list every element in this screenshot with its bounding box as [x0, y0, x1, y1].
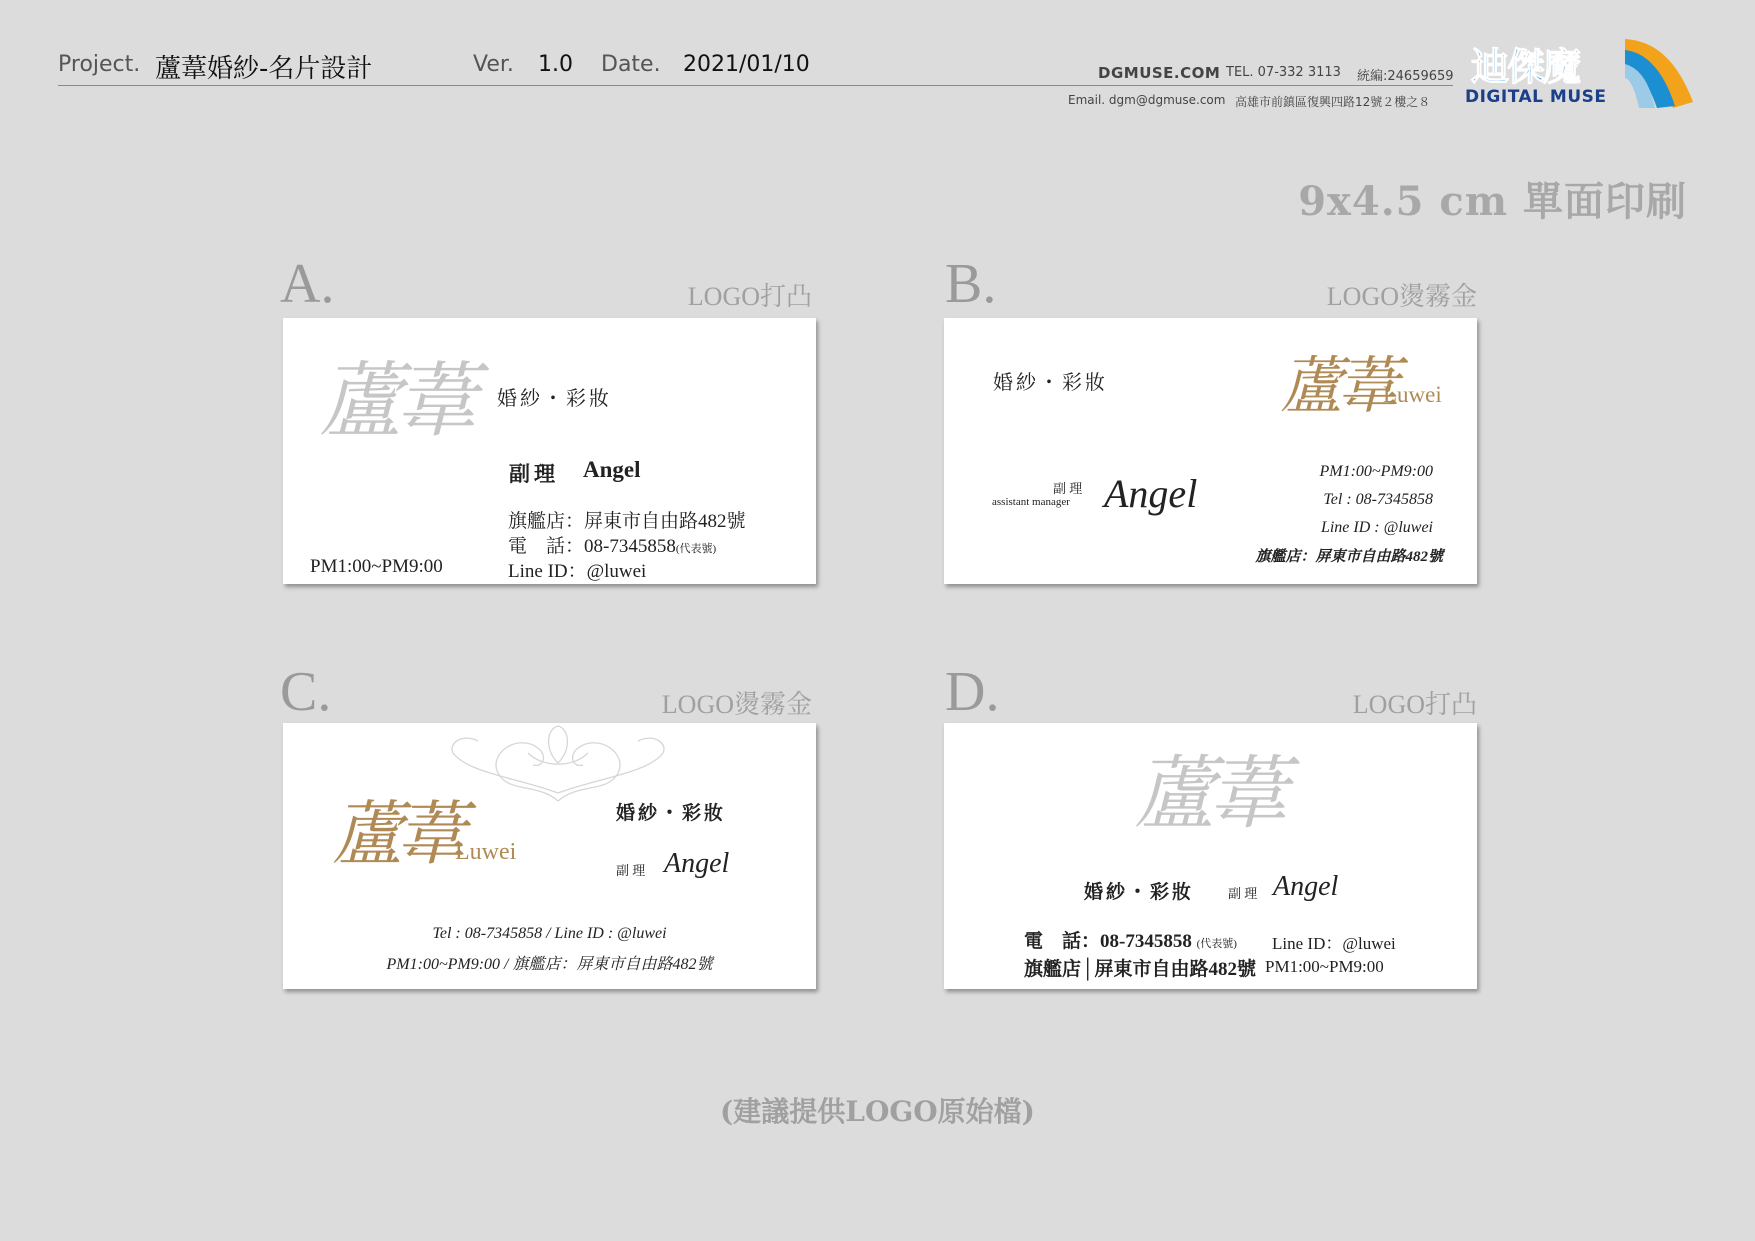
card-d-service: 婚紗・彩妝 — [1084, 882, 1195, 903]
ornament-icon — [448, 723, 668, 807]
card-b-title-en: assistant manager — [992, 496, 1070, 508]
project-label: Project. — [58, 52, 141, 77]
card-d-line: Line ID：@luwei — [1272, 934, 1396, 953]
card-c-logo: 蘆葦 — [332, 797, 460, 874]
card-b-store: 旗艦店：屏東市自由路482號 — [1255, 549, 1443, 565]
card-c-brand-en: Luwei — [455, 839, 517, 865]
version-label: Ver. — [473, 52, 514, 77]
card-b-hours: PM1:00~PM9:00 — [1319, 463, 1433, 480]
card-d-phone-row: 電 話：08-7345858 (代表號) — [1024, 931, 1237, 952]
company-logo — [1465, 36, 1695, 112]
card-b-title: 副 理 — [1053, 481, 1083, 496]
card-c-contact-line1: Tel : 08-7345858 / Line ID : @luwei — [432, 925, 667, 942]
option-a-finish: LOGO打凸 — [687, 282, 812, 311]
header-divider — [58, 85, 1453, 86]
card-d-hours: PM1:00~PM9:00 — [1265, 957, 1384, 976]
card-a-phone-row: 電 話：08-7345858(代表號) — [508, 536, 717, 557]
option-b-letter: B. — [945, 253, 997, 315]
card-a-store: 旗艦店：屏東市自由路482號 — [508, 511, 746, 532]
card-b-brand-en: Luwei — [1383, 382, 1442, 407]
date-label: Date. — [601, 52, 661, 77]
card-b-service: 婚紗・彩妝 — [993, 372, 1108, 394]
logo-en: DIGITAL MUSE — [1465, 87, 1607, 107]
print-spec: 9x4.5 cm 單面印刷 — [1298, 178, 1687, 225]
company-email: Email. dgm@dgmuse.com — [1068, 93, 1226, 107]
card-d — [944, 723, 1477, 989]
card-a-service: 婚紗・彩妝 — [497, 388, 612, 410]
option-d-letter: D. — [945, 661, 1000, 723]
card-a-line: Line ID：@luwei — [508, 561, 647, 582]
company-taxid: 統編:24659659 — [1357, 69, 1454, 84]
card-d-store: 旗艦店│屏東市自由路482號 — [1024, 959, 1256, 980]
option-d-finish: LOGO打凸 — [1352, 690, 1477, 719]
card-a-hours: PM1:00~PM9:00 — [310, 556, 443, 577]
company-address: 高雄市前鎮區復興四路12號２樓之８ — [1235, 95, 1431, 109]
card-b — [944, 318, 1477, 584]
logo-cn: 迪傑魔 — [1471, 45, 1580, 89]
card-d-logo: 蘆葦 — [1134, 751, 1282, 839]
company-tel: TEL. 07-332 3113 — [1226, 65, 1341, 80]
card-d-title: 副 理 — [1228, 886, 1258, 901]
card-b-logo: 蘆葦 — [1280, 353, 1395, 421]
card-a-title: 副理 — [509, 462, 559, 486]
card-c — [283, 723, 816, 989]
card-b-tel: Tel : 08-7345858 — [1323, 491, 1433, 508]
card-a-name: Angel — [583, 457, 641, 482]
card-c-service: 婚紗・彩妝 — [616, 803, 727, 824]
version-value: 1.0 — [538, 52, 573, 77]
option-a-letter: A. — [280, 253, 335, 315]
card-a — [283, 318, 816, 584]
card-b-name: Angel — [1104, 471, 1198, 516]
option-c-finish: LOGO燙霧金 — [661, 690, 812, 719]
card-b-line: Line ID : @luwei — [1320, 519, 1433, 536]
date-value: 2021/01/10 — [683, 52, 810, 77]
card-c-name: Angel — [664, 848, 730, 879]
card-a-logo: 蘆葦 — [319, 356, 471, 447]
card-c-title: 副 理 — [616, 863, 646, 878]
card-d-name: Angel — [1273, 871, 1339, 902]
company-site: DGMUSE.COM — [1098, 64, 1221, 82]
option-c-letter: C. — [280, 661, 332, 723]
project-name: 蘆葦婚紗-名片設計 — [155, 54, 373, 84]
card-c-contact-line2: PM1:00~PM9:00 / 旗艦店：屏東市自由路482號 — [386, 956, 713, 973]
footnote: (建議提供LOGO原始檔) — [720, 1095, 1035, 1128]
option-b-finish: LOGO燙霧金 — [1326, 282, 1477, 311]
